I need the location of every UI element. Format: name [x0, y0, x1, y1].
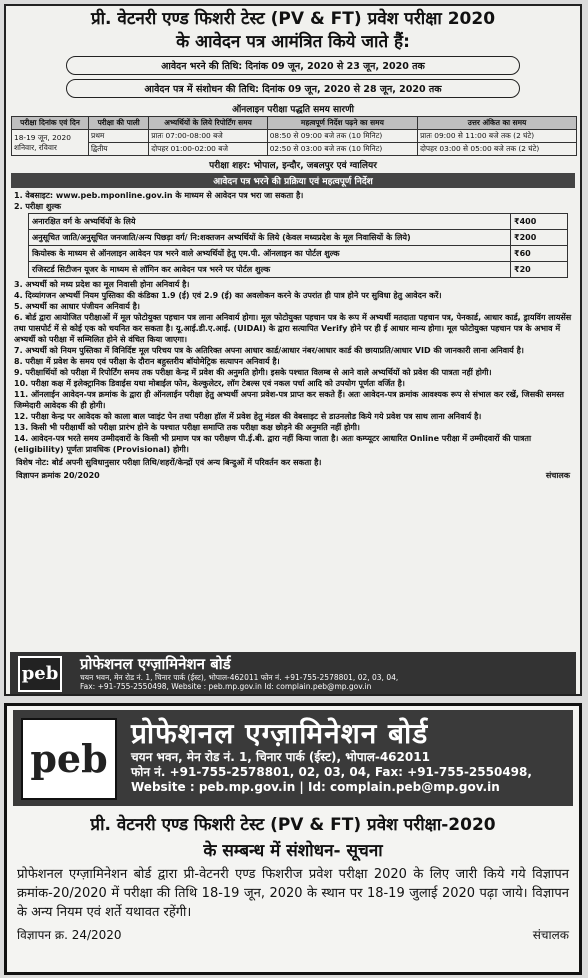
fee-row — [29, 230, 568, 246]
fee-table — [28, 213, 568, 278]
notice-title-line1: प्री. वेटनरी एण्ड फिशरी टेस्ट (PV & FT) प्रवेश परीक्षा-2020 — [90, 815, 496, 835]
schedule-table — [11, 116, 577, 156]
schedule-date: 18-19 जून, 2020 शनिवार, रविवार — [12, 130, 89, 156]
process-heading: आवेदन पत्र भरने की प्रक्रिया एवं महत्वपूर्ण निर्देश — [11, 173, 575, 188]
instruction-item: 11. ऑनलाईन आवेदन-पत्र क्रमांक के द्वारा ही ऑनलाईन परीक्षा हेतु अभ्यर्थी अपना प्रवेश-पत्र प्राप्त कर सकते हैं। अतः आवेदन-पत्र क्रमांक आवश्यक रूप से संभाल कर रखें, जिसकी समस्त जिम्मेदारी आवेदक की ही होगी। — [14, 390, 564, 410]
peb-logo: peb — [21, 718, 117, 800]
schedule-header-cell: परीक्षा की पाली — [89, 117, 149, 130]
schedule-report: प्रातः 07:00-08:00 बजे — [149, 130, 267, 143]
instruction-item: 5. अभ्यर्थी का आधार पंजीयन अनिवार्य है। — [14, 302, 140, 311]
address-line: Website : peb.mp.gov.in | Id: complain.peb@mp.gov.in — [131, 780, 500, 794]
peb-logo: peb — [18, 656, 62, 692]
fee-amount: ₹60 — [511, 246, 568, 262]
schedule-header-cell: अभ्यर्थियों के लिये रिपोर्टिंग समय — [149, 117, 267, 130]
schedule-header-cell: परीक्षा दिनांक एवं दिन — [12, 117, 89, 130]
schedule-report: दोपहर 01:00-02:00 बजे — [149, 143, 267, 156]
schedule-answer: दोपहर 03:00 से 05:00 बजे तक (2 घंटे) — [418, 143, 577, 156]
schedule-instr: 08:50 से 09:00 बजे तक (10 मिनिट) — [267, 130, 417, 143]
fee-row — [29, 262, 568, 278]
special-note: विशेष नोट: बोर्ड अपनी सुविधानुसार परीक्षा तिथि/शहरों/केन्द्रों एवं अन्य बिन्दुओं में परिवर्तन कर सकता है। — [16, 458, 322, 467]
instruction-item: 13. किसी भी परीक्षार्थी को परीक्षा प्रारंभ होने के पश्चात परीक्षा समाप्ति तक परीक्षा कक्ष छोड़ने की अनुमति नहीं होगी। — [14, 423, 360, 432]
exam-advertisement — [4, 4, 582, 696]
corrigendum-notice — [4, 703, 582, 975]
signatory: संचालक — [532, 928, 569, 942]
exam-cities: परीक्षा शहर: भोपाल, इन्दौर, जबलपुर एवं ग्वालियर — [209, 161, 377, 171]
board-address — [131, 750, 532, 795]
edit-dates: आवेदन पत्र में संशोधन की तिथि: दिनांक 09 जून, 2020 से 28 जून, 2020 तक — [66, 79, 520, 98]
schedule-shift: प्रथम — [89, 130, 149, 143]
fee-row — [29, 246, 568, 262]
schedule-heading: ऑनलाइन परीक्षा पद्धति समय सारणी — [232, 105, 354, 115]
board-banner — [10, 652, 576, 694]
board-address: चयन भवन, मेन रोड नं. 1, चिनार पार्क (ईस्ट), भोपाल-462011 फोन नं. +91-755-2578801, 02, 03, 04, — [80, 673, 399, 682]
point-fee-heading: 2. परीक्षा शुल्क — [14, 202, 62, 211]
schedule-instr: 02:50 से 03:00 बजे तक (10 मिनिट) — [267, 143, 417, 156]
schedule-shift: द्वितीय — [89, 143, 149, 156]
notice-footer — [17, 926, 569, 943]
notice-title-line2: के सम्बन्ध में संशोधन- सूचना — [203, 841, 383, 861]
address-line: फोन नं. +91-755-2578801, 02, 03, 04, Fax: +91-755-2550498, — [131, 765, 532, 779]
schedule-header-row — [12, 117, 577, 130]
instruction-item: 9. परीक्षार्थियों को परीक्षा में रिपोर्टिंग समय तक परीक्षा केन्द्र में प्रवेश की अनुमति होगी। इसके पश्चात विलम्ब से आने वाले अभ्यर्थियों को प्रवेश की पात्रता नहीं होगी। — [14, 368, 492, 377]
board-banner — [13, 710, 573, 806]
schedule-header-cell: उत्तर अंकित का समय — [418, 117, 577, 130]
board-name: प्रोफेशनल एग्ज़ामिनेशन बोर्ड — [80, 655, 231, 673]
fee-row — [29, 214, 568, 230]
fee-label: अनारक्षित वर्ग के अभ्यर्थियों के लिये — [29, 214, 511, 230]
fee-label: अनुसूचित जाति/अनुसूचित जनजाति/अन्य पिछड़ा वर्ग/ नि:शक्तजन अभ्यर्थियों के लिये (केवल मध्यप्रदेश के मूल निवासियों के लिये) — [29, 230, 511, 246]
instruction-item: 6. बोर्ड द्वारा आयोजित परीक्षाओं में मूल फोटोयुक्त पहचान पत्र लाना अनिवार्य होगा। मूल फोटोयुक्त पहचान पत्र के रूप में अभ्यर्थी मतदाता पहचान पत्र, पेनकार्ड, आधार कार्ड, ड्रायविंग लायसेंस तथा पासपोर्ट में से कोई एक को चयनित कर सकता है। यू.आई.डी.ए.आई. (UIDAI) के द्वारा सत्यापित Verify होने पर ही ई आधार मान्य होगा। मूल फोटोयुक्त पहचान पत्र के अभाव में अभ्यर्थी को परीक्षा में सम्मिलित होने से वंचित किया जाएगा। — [14, 313, 572, 344]
ad-title-line1: प्री. वेटनरी एण्ड फिशरी टेस्ट (PV & FT) प्रवेश परीक्षा 2020 — [90, 9, 496, 29]
instruction-item: 10. परीक्षा कक्ष में इलेक्ट्रानिक डिवाईस यथा मोबाईल फोन, केल्कुलेटर, लॉग टेबल्स एवं नकल पर्चा आदि को उपयोग पूर्णतः वर्जित है। — [14, 379, 405, 388]
schedule-answer: प्रातः 09:00 से 11:00 बजे तक (2 घंटे) — [418, 130, 577, 143]
apply-dates: आवेदन भरने की तिथि: दिनांक 09 जून, 2020 से 23 जून, 2020 तक — [66, 56, 520, 75]
board-contact: Fax: +91-755-2550498, Website : peb.mp.gov.in Id: complain.peb@mp.gov.in — [80, 682, 372, 691]
fee-amount: ₹200 — [511, 230, 568, 246]
schedule-row — [12, 130, 577, 143]
ad-title-line2: के आवेदन पत्र आमंत्रित किये जाते हैं: — [176, 32, 410, 52]
ad-footer — [16, 470, 570, 481]
instruction-item: 4. दिव्यांगजन अभ्यर्थी नियम पुस्तिका की कंडिका 1.9 (ई) एवं 2.9 (ई) का अवलोकन करने के उपरांत ही पात्र होने पर सुविधा हेतु आवेदन करें। — [14, 291, 442, 300]
ad-number: विज्ञापन क्र. 24/2020 — [17, 928, 122, 942]
instruction-item: 7. अभ्यर्थी को नियम पुस्तिका में विनिर्दिष्ट मूल परिचय पत्र के अतिरिक्त अपना आधार कार्ड/आधार नंबर/आधार कार्ड की छायाप्रति/आधार VID की जानकारी लाना अनिवार्य है। — [14, 346, 524, 355]
board-name: प्रोफेशनल एग्ज़ामिनेशन बोर्ड — [131, 717, 429, 750]
address-line: चयन भवन, मेन रोड नं. 1, चिनार पार्क (ईस्ट), भोपाल-462011 — [131, 750, 430, 764]
instruction-item: 3. अभ्यर्थी को मध्य प्रदेश का मूल निवासी होना अनिवार्य है। — [14, 280, 190, 289]
notice-body: प्रोफेशनल एग्ज़ामिनेशन बोर्ड द्वारा प्री-वेटनरी एण्ड फिशरीज प्रवेश परीक्षा 2020 के लिए जारी किये गये विज्ञापन क्रमांक-20/2020 में परीक्षा की तिथि 18-19 जून, 2020 के स्थान पर 18-19 जुलाई 2020 पढ़ा जाये। विज्ञापन के अन्य नियम एवं शर्ते यथावत रहेंगी। — [17, 867, 569, 920]
instruction-item: 12. परीक्षा केन्द्र पर आवेदक को काला बाल प्वाइंट पेन तथा परीक्षा हॉल में प्रवेश हेतु मंडल की वेबसाइट से डाउनलोड किये गये प्रवेश पत्र साथ लाना अनिवार्य है। — [14, 412, 482, 421]
schedule-header-cell: महत्वपूर्ण निर्देश पढ़ने का समय — [267, 117, 417, 130]
fee-label: कियोस्क के माध्यम से ऑनलाइन आवेदन पत्र भरने वाले अभ्यर्थियों हेतु एम.पी. ऑनलाइन का पोर्टल शुल्क — [29, 246, 511, 262]
fee-amount: ₹20 — [511, 262, 568, 278]
point-website: 1. वेबसाइट: www.peb.mponline.gov.in के माध्यम से आवेदन पत्र भरा जा सकता है। — [14, 191, 304, 200]
signatory: संचालक — [545, 471, 570, 480]
fee-label: रजिस्टर्ड सिटीजन यूजर के माध्यम से लॉगिन कर आवेदन पत्र भरने पर पोर्टल शुल्क — [29, 262, 511, 278]
ad-number: विज्ञापन क्रमांक 20/2020 — [16, 471, 100, 480]
schedule-row — [12, 143, 577, 156]
instruction-item: 8. परीक्षा में प्रवेश के समय एवं परीक्षा के दौरान बहुस्तरीय बॉयोमेट्रिक सत्यापन अनिवार्य है। — [14, 357, 280, 366]
fee-amount: ₹400 — [511, 214, 568, 230]
instruction-item: 14. आवेदन-पत्र भरते समय उम्मीदवारों के किसी भी प्रमाण पत्र का परीक्षण पी.ई.बी. द्वारा नहीं किया जाता है। अतः कम्प्यूटर आधारित Online परीक्षा में उम्मीदवारों की पात्रता (eligibility) पूर्णतः प्रावधिक (Provisional) होगी। — [14, 434, 532, 454]
instruction-list — [6, 279, 580, 455]
